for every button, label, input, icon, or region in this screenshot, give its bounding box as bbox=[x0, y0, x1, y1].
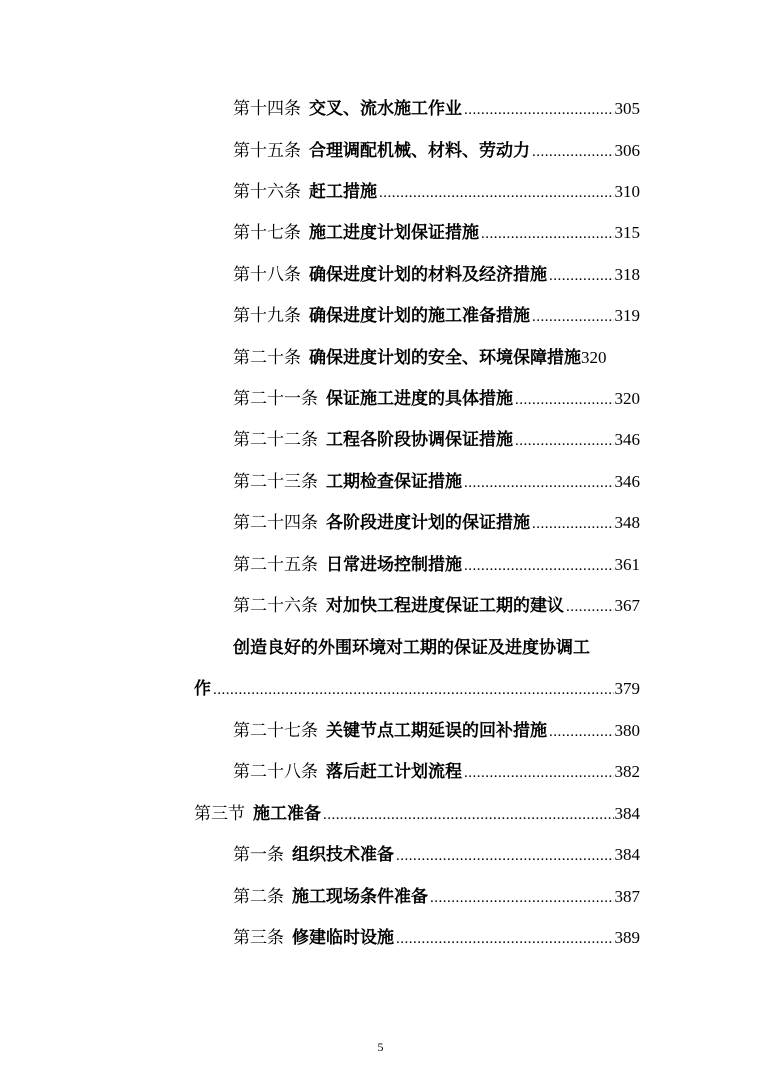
toc-entry[interactable] bbox=[233, 844, 640, 867]
toc-entry-number: 第二十三条 bbox=[233, 472, 318, 492]
toc-entry[interactable] bbox=[233, 429, 640, 452]
toc-entry-number: 第十四条 bbox=[233, 99, 301, 119]
toc-entry[interactable] bbox=[233, 554, 640, 577]
dot-leader bbox=[213, 679, 614, 701]
dot-leader bbox=[549, 265, 614, 287]
toc-entry-number: 第三条 bbox=[233, 928, 284, 948]
toc-entry-page: 389 bbox=[614, 928, 640, 947]
toc-entry[interactable] bbox=[233, 181, 640, 204]
toc-entry-page: 379 bbox=[614, 679, 640, 698]
toc-entry-page: 320 bbox=[581, 348, 607, 367]
dot-leader bbox=[549, 721, 614, 743]
toc-entry-title: 赶工措施 bbox=[309, 182, 377, 202]
toc-entry-number: 第二十八条 bbox=[233, 762, 318, 782]
dot-leader bbox=[379, 182, 614, 204]
dot-leader bbox=[481, 223, 614, 245]
dot-leader bbox=[515, 430, 614, 452]
toc-entry-page: 318 bbox=[614, 265, 640, 284]
toc-entry-title: 创造良好的外围环境对工期的保证及进度协调工 bbox=[233, 638, 590, 658]
toc-entry-page: 310 bbox=[614, 182, 640, 201]
toc-entry-title: 工期检查保证措施 bbox=[326, 472, 462, 492]
toc-entry-page: 320 bbox=[614, 389, 640, 408]
dot-leader bbox=[464, 99, 614, 121]
toc-entry-number: 第二条 bbox=[233, 887, 284, 907]
dot-leader bbox=[532, 141, 614, 163]
toc-wrapped-entry-line1[interactable] bbox=[233, 637, 640, 659]
toc-entry-number: 第二十七条 bbox=[233, 721, 318, 741]
toc-entry-title: 确保进度计划的材料及经济措施 bbox=[309, 265, 547, 285]
toc-wrapped-entry-line2[interactable] bbox=[194, 678, 640, 701]
toc-entry[interactable] bbox=[233, 927, 640, 950]
toc-entry-number: 第二十一条 bbox=[233, 389, 318, 409]
toc-entry-page: 346 bbox=[614, 472, 640, 491]
toc-entry-number: 第十六条 bbox=[233, 182, 301, 202]
toc-entry-page: 382 bbox=[614, 762, 640, 781]
toc-entry-title: 关键节点工期延误的回补措施 bbox=[326, 721, 547, 741]
toc-entry-number: 第十五条 bbox=[233, 141, 301, 161]
toc-entry[interactable] bbox=[233, 305, 640, 328]
toc-entry[interactable] bbox=[233, 98, 640, 121]
toc-entry-title: 对加快工程进度保证工期的建议 bbox=[326, 596, 564, 616]
toc-entry[interactable] bbox=[233, 761, 640, 784]
toc-entry-number: 第十七条 bbox=[233, 223, 301, 243]
toc-entry[interactable] bbox=[233, 264, 640, 287]
toc-entry-title: 修建临时设施 bbox=[292, 928, 394, 948]
toc-entry-number: 第十八条 bbox=[233, 265, 301, 285]
toc-entry-number: 第十九条 bbox=[233, 306, 301, 326]
toc-entry-page: 348 bbox=[614, 513, 640, 532]
toc-entry-title: 工程各阶段协调保证措施 bbox=[326, 430, 513, 450]
dot-leader bbox=[464, 555, 614, 577]
toc-entry-page: 306 bbox=[614, 141, 640, 160]
toc-entry-title: 日常进场控制措施 bbox=[326, 555, 462, 575]
toc-entry[interactable] bbox=[233, 222, 640, 245]
toc-entry[interactable] bbox=[233, 512, 640, 535]
toc-entry-number: 第二十六条 bbox=[233, 596, 318, 616]
toc-entry-page: 305 bbox=[614, 99, 640, 118]
dot-leader bbox=[464, 472, 614, 494]
toc-entry-title: 落后赶工计划流程 bbox=[326, 762, 462, 782]
toc-entry-title: 施工进度计划保证措施 bbox=[309, 223, 479, 243]
toc-entry-title: 确保进度计划的施工准备措施 bbox=[309, 306, 530, 326]
toc-entry-title: 组织技术准备 bbox=[292, 845, 394, 865]
page-number: 5 bbox=[377, 1040, 384, 1054]
toc-entry[interactable] bbox=[233, 720, 640, 743]
toc-entry-number: 第二十四条 bbox=[233, 513, 318, 533]
toc-entry-title: 合理调配机械、材料、劳动力 bbox=[309, 141, 530, 161]
toc-entry[interactable] bbox=[233, 388, 640, 411]
dot-leader bbox=[532, 306, 614, 328]
toc-entry[interactable] bbox=[233, 347, 640, 370]
toc-entry-page: 380 bbox=[614, 721, 640, 740]
toc-entry-page: 387 bbox=[614, 887, 640, 906]
toc-entry-number: 第二十条 bbox=[233, 348, 301, 368]
toc-entry-page: 315 bbox=[614, 223, 640, 242]
dot-leader bbox=[464, 762, 614, 784]
dot-leader bbox=[515, 389, 614, 411]
toc-entry[interactable] bbox=[233, 595, 640, 618]
dot-leader bbox=[430, 887, 614, 909]
dot-leader bbox=[396, 928, 614, 950]
toc-entry-number: 第二十五条 bbox=[233, 555, 318, 575]
toc-section-number: 第三节 bbox=[194, 804, 245, 824]
toc-entry-title: 保证施工进度的具体措施 bbox=[326, 389, 513, 409]
toc-entry-page: 319 bbox=[614, 306, 640, 325]
toc-entry[interactable] bbox=[233, 886, 640, 909]
dot-leader bbox=[396, 845, 614, 867]
toc-section-title: 施工准备 bbox=[253, 804, 321, 824]
toc-entry-page: 384 bbox=[614, 845, 640, 864]
toc-entry-title-continued: 作 bbox=[194, 679, 211, 699]
toc-entry-title: 交叉、流水施工作业 bbox=[309, 99, 462, 119]
toc-entry-page: 346 bbox=[614, 430, 640, 449]
toc-entry-page: 361 bbox=[614, 555, 640, 574]
toc-section[interactable] bbox=[194, 803, 640, 826]
toc-entry-title: 各阶段进度计划的保证措施 bbox=[326, 513, 530, 533]
dot-leader bbox=[323, 804, 614, 826]
toc-section-page: 384 bbox=[614, 804, 640, 823]
dot-leader bbox=[532, 513, 614, 535]
toc-entry-number: 第一条 bbox=[233, 845, 284, 865]
toc-entry[interactable] bbox=[233, 471, 640, 494]
toc-entry-title: 确保进度计划的安全、环境保障措施 bbox=[309, 348, 581, 368]
toc-entry-number: 第二十二条 bbox=[233, 430, 318, 450]
dot-leader bbox=[566, 596, 614, 618]
toc-entry[interactable] bbox=[233, 140, 640, 163]
toc-entry-page: 367 bbox=[614, 596, 640, 615]
toc-entry-title: 施工现场条件准备 bbox=[292, 887, 428, 907]
